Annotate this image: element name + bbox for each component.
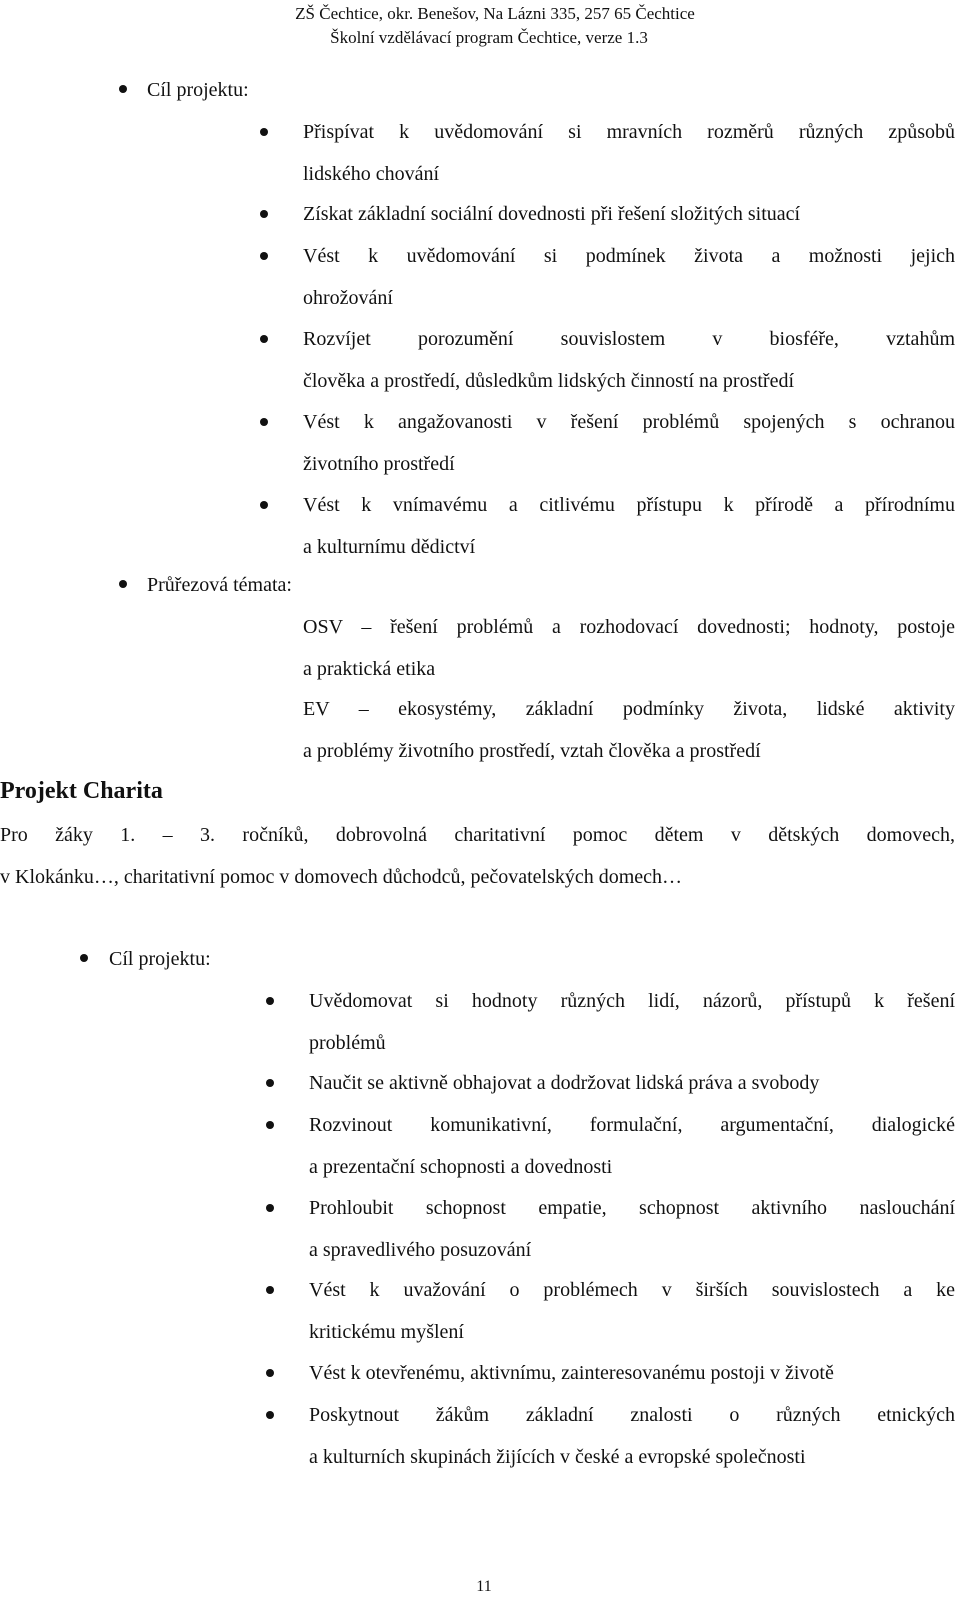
goal-item: [309, 1269, 955, 1353]
page-number: 11: [476, 1578, 492, 1595]
goal-item: [309, 980, 955, 1064]
intro-line: Pro žáky 1. – 3. ročníků, dobrovolná charitativní pomoc dětem v dětských domovech,: [0, 824, 955, 846]
topic-item: [303, 688, 955, 772]
goal-item-line: problémů: [309, 1032, 386, 1054]
section-heading: Projekt Charita: [0, 778, 163, 804]
goal-item: [309, 1352, 955, 1394]
goal-item-line: a kulturních skupinách žijících v české a evropské společnosti: [309, 1446, 806, 1468]
bullet-icon: [266, 1204, 274, 1212]
goal-item-line: Přispívat k uvědomování si mravních rozměrů různých způsobů: [303, 121, 955, 143]
goal-item: [309, 1104, 955, 1188]
goal-item-line: Rozvinout komunikativní, formulační, argumentační, dialogické: [309, 1114, 955, 1136]
bullet-icon: [266, 1079, 274, 1087]
goal-item-line: ohrožování: [303, 287, 393, 309]
goal-item: [303, 193, 955, 235]
bullet-icon: [266, 1369, 274, 1377]
bullet-icon: [260, 210, 268, 218]
topic-item-line: a problémy životního prostředí, vztah člověka a prostředí: [303, 740, 761, 762]
goal-item-line: Rozvíjet porozumění souvislostem v biosféře, vztahům: [303, 328, 955, 350]
bullet-icon: [260, 128, 268, 136]
goal-item-line: Vést k uvažování o problémech v širších souvislostech a ke: [309, 1279, 955, 1301]
bullet-icon: [266, 1121, 274, 1129]
school-address: ZŠ Čechtice, okr. Benešov, Na Lázni 335, 257 65 Čechtice: [295, 4, 695, 23]
intro-paragraph: [0, 814, 955, 898]
goal-item-line: Prohloubit schopnost empatie, schopnost aktivního naslouchání: [309, 1197, 955, 1219]
bullet-icon: [266, 997, 274, 1005]
bullet-icon: [80, 954, 88, 962]
goal-item-line: Vést k vnímavému a citlivému přístupu k přírodě a přírodnímu: [303, 494, 955, 516]
goal-item-line: Vést k angažovanosti v řešení problémů spojených s ochranou: [303, 411, 955, 433]
goal-label: Cíl projektu:: [147, 79, 249, 101]
goal-item-line: a prezentační schopnosti a dovednosti: [309, 1156, 613, 1178]
topic-item: [303, 606, 955, 690]
bullet-icon: [266, 1286, 274, 1294]
bullet-icon: [260, 335, 268, 343]
goal-item-line: Naučit se aktivně obhajovat a dodržovat lidská práva a svobody: [309, 1072, 820, 1094]
page-header: [0, 2, 960, 50]
goal-item: [303, 401, 955, 485]
topic-item-line: EV – ekosystémy, základní podmínky života, lidské aktivity: [303, 698, 955, 720]
goal-item-line: a spravedlivého posuzování: [309, 1239, 532, 1261]
topic-item-line: OSV – řešení problémů a rozhodovací dovednosti; hodnoty, postoje: [303, 616, 955, 638]
goal-item: [303, 111, 955, 195]
goal-item: [303, 318, 955, 402]
program-title: Školní vzdělávací program Čechtice, verze 1.3: [330, 28, 648, 47]
intro-line: v Klokánku…, charitativní pomoc v domovech důchodců, pečovatelských domech…: [0, 866, 683, 888]
goal-item-line: Vést k uvědomování si podmínek života a možnosti jejich: [303, 245, 955, 267]
goal-label: Cíl projektu:: [109, 948, 211, 970]
goal-item-line: lidského chování: [303, 163, 440, 185]
bullet-icon: [260, 501, 268, 509]
topic-item-line: a praktická etika: [303, 658, 436, 680]
bullet-icon: [119, 85, 127, 93]
goal-item: [303, 484, 955, 568]
bullet-icon: [266, 1411, 274, 1419]
goal-item-line: člověka a prostředí, důsledkům lidských činností na prostředí: [303, 370, 795, 392]
bullet-icon: [260, 418, 268, 426]
goal-item-line: Vést k otevřenému, aktivnímu, zainteresovanému postoji v životě: [309, 1362, 834, 1384]
bullet-icon: [119, 580, 127, 588]
goal-item: [309, 1394, 955, 1478]
goal-item-line: životního prostředí: [303, 453, 455, 475]
topics-label: Průřezová témata:: [147, 574, 292, 596]
goal-item-line: a kulturnímu dědictví: [303, 536, 476, 558]
goal-item: [303, 235, 955, 319]
goal-item: [309, 1062, 955, 1104]
goal-item-line: Poskytnout žákům základní znalosti o různých etnických: [309, 1404, 955, 1426]
bullet-icon: [260, 252, 268, 260]
goal-item-line: kritickému myšlení: [309, 1321, 464, 1343]
goal-item-line: Získat základní sociální dovednosti při řešení složitých situací: [303, 203, 801, 225]
goal-item: [309, 1187, 955, 1271]
goal-item-line: Uvědomovat si hodnoty různých lidí, názorů, přístupů k řešení: [309, 990, 955, 1012]
